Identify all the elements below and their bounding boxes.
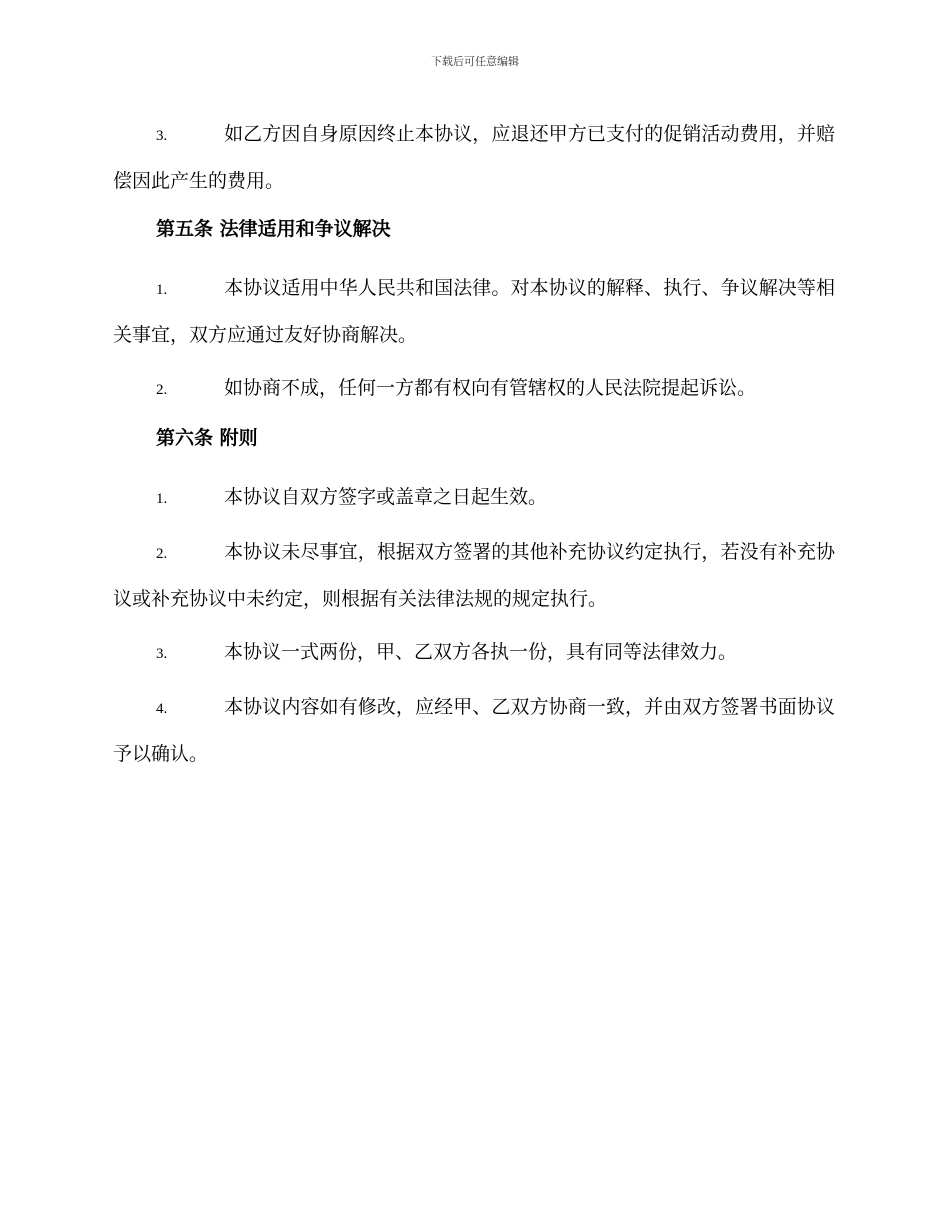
clause-item — [113, 112, 835, 204]
clause-item — [113, 366, 835, 413]
clause-item — [113, 530, 835, 622]
clause-number: 4. — [156, 701, 168, 717]
clause-text: 本协议适用中华人民共和国法律。对本协议的解释、执行、争议解决等相关事宜，双方应通过友好协商解决。 — [113, 277, 835, 346]
clause-number: 3. — [156, 646, 168, 662]
article-heading: 第五条 法律适用和争议解决 — [156, 218, 391, 240]
clause-item — [113, 266, 835, 358]
clause-number: 3. — [156, 128, 168, 144]
clause-text: 本协议内容如有修改，应经甲、乙双方协商一致，并由双方签署书面协议予以确认。 — [113, 696, 835, 765]
clause-text: 如乙方因自身原因终止本协议，应退还甲方已支付的促销活动费用，并赔偿因此产生的费用。 — [113, 123, 835, 192]
section-article-6 — [113, 421, 835, 777]
clause-text: 本协议自双方签字或盖章之日起生效。 — [224, 486, 548, 508]
clause-text: 如协商不成，任何一方都有权向有管辖权的人民法院提起诉讼。 — [224, 377, 757, 399]
clause-number: 1. — [156, 282, 168, 298]
clause-item — [113, 630, 835, 677]
section-continuation — [113, 112, 835, 204]
clause-text: 本协议一式两份，甲、乙双方各执一份，具有同等法律效力。 — [224, 641, 738, 663]
clause-number: 1. — [156, 491, 168, 507]
clause-text: 本协议未尽事宜，根据双方签署的其他补充协议约定执行，若没有补充协议或补充协议中未约定，则根据有关法律法规的规定执行。 — [113, 541, 835, 610]
clause-number: 2. — [156, 382, 168, 398]
document-body — [113, 112, 835, 785]
article-heading: 第六条 附则 — [156, 427, 258, 449]
clause-item — [113, 475, 835, 522]
header-note: 下载后可任意编辑 — [431, 55, 519, 68]
clause-item — [113, 685, 835, 777]
clause-number: 2. — [156, 546, 168, 562]
section-article-5 — [113, 212, 835, 413]
